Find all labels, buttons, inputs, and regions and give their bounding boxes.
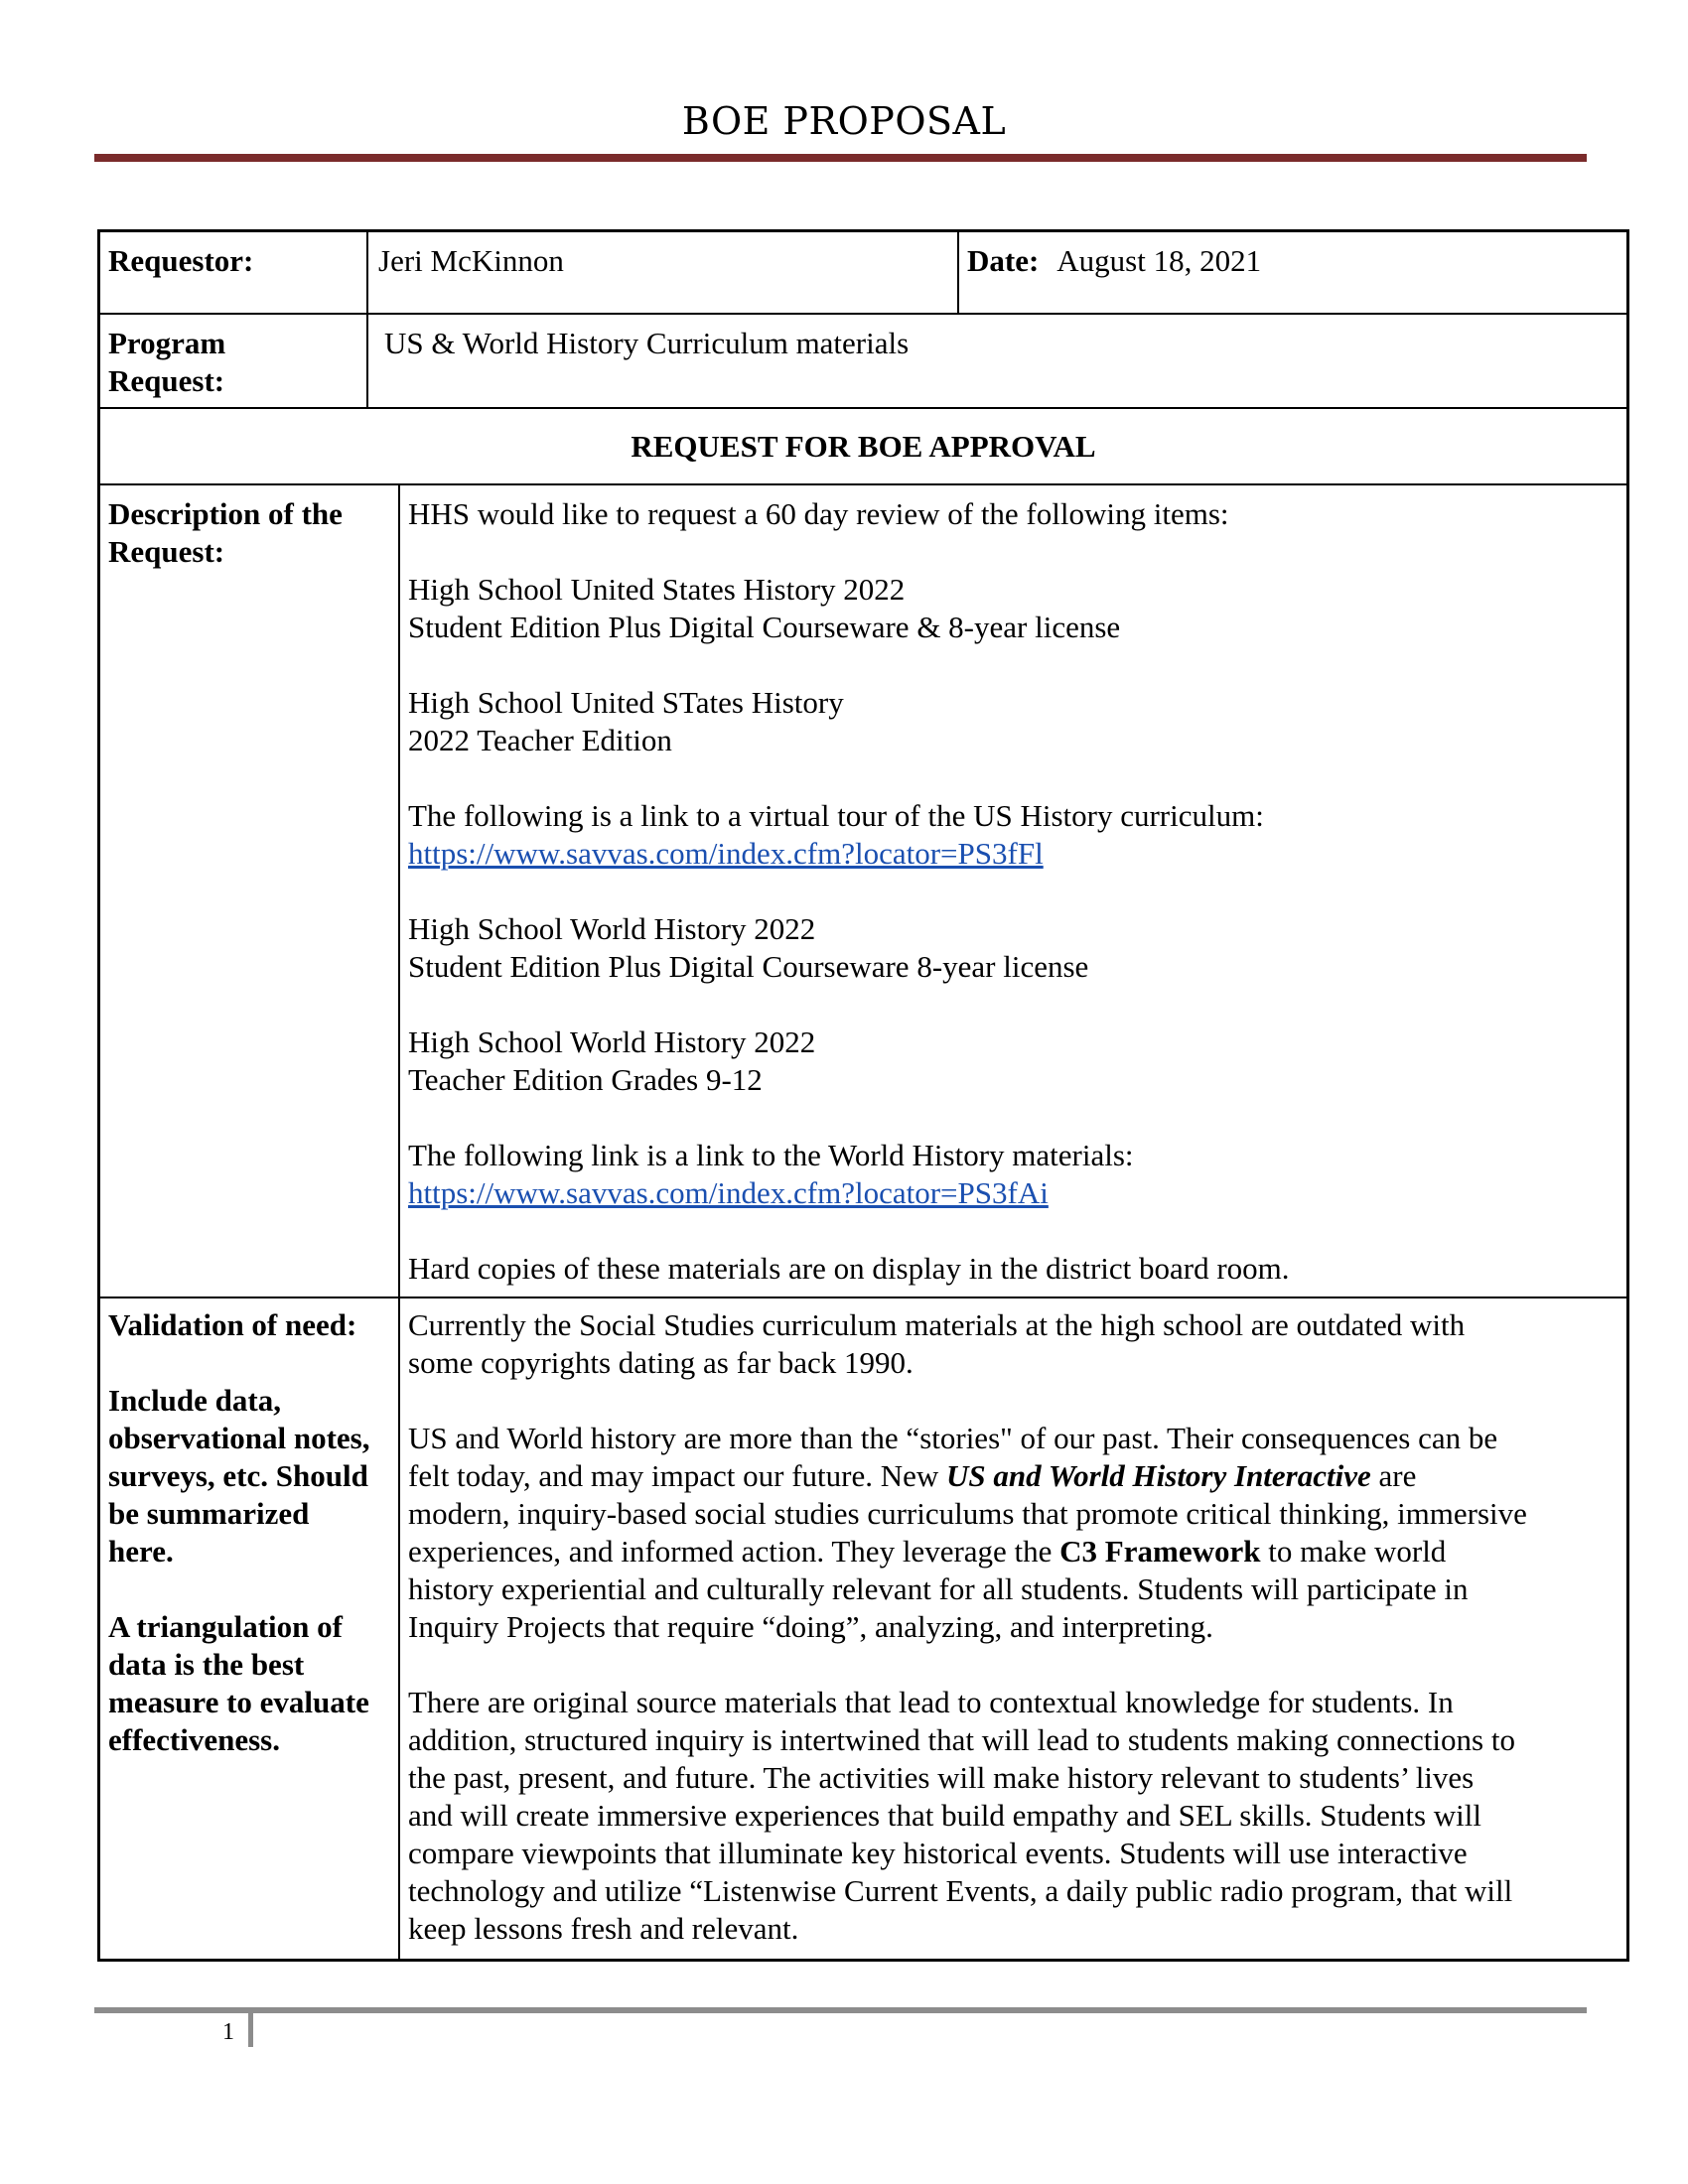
validation-content <box>400 1298 1626 1959</box>
proposal-form-table <box>97 229 1629 1962</box>
text-line: modern, inquiry-based social studies curriculums that promote critical thinking, immersive <box>408 1496 1527 1531</box>
program-label-line: Request: <box>108 363 225 398</box>
text-fragment: are <box>1370 1458 1417 1493</box>
validation-paragraph <box>408 1420 1618 1646</box>
description-label-line: Request: <box>108 534 225 569</box>
program-request-label <box>100 315 368 407</box>
validation-paragraph <box>408 1684 1618 1948</box>
text-line <box>408 1533 1618 1570</box>
description-link-block <box>408 797 1618 873</box>
text-line: Include data, <box>108 1383 281 1418</box>
description-item <box>408 684 1618 759</box>
program-request-row <box>100 315 1626 409</box>
date-cell <box>959 232 1626 313</box>
validation-title <box>108 1306 390 1344</box>
description-item <box>408 1024 1618 1099</box>
text-line <box>408 1457 1618 1495</box>
requestor-row <box>100 232 1626 315</box>
text-line: A triangulation of <box>108 1609 343 1644</box>
text-line: effectiveness. <box>108 1722 280 1757</box>
text-line: Currently the Social Studies curriculum materials at the high school are outdated with <box>408 1307 1466 1342</box>
date-label: Date: <box>967 243 1040 278</box>
date-value: August 18, 2021 <box>1056 243 1262 278</box>
text-line: be summarized <box>108 1496 310 1531</box>
requestor-label: Requestor: <box>100 232 368 313</box>
text-line: HHS would like to request a 60 day review of the following items: <box>408 496 1229 531</box>
page-title: BOE PROPOSAL <box>681 99 1007 143</box>
text-line: keep lessons fresh and relevant. <box>408 1911 799 1946</box>
text-line: surveys, etc. Should <box>108 1458 368 1493</box>
text-line: the past, present, and future. The activities will make history relevant to students’ lives <box>408 1760 1475 1795</box>
section-heading: REQUEST FOR BOE APPROVAL <box>631 429 1096 464</box>
world-history-link[interactable]: https://www.savvas.com/index.cfm?locator=PS3fAi <box>408 1175 1049 1210</box>
text-line: history experiential and culturally relevant for all students. Students will participate in <box>408 1571 1469 1606</box>
text-line: The following link is a link to the World History materials: <box>408 1138 1134 1172</box>
description-item <box>408 910 1618 986</box>
text-fragment: felt today, and may impact our future. New <box>408 1458 947 1493</box>
description-content <box>400 485 1626 1297</box>
text-line: measure to evaluate <box>108 1685 369 1719</box>
text-line: US and World history are more than the “stories" of our past. Their consequences can be <box>408 1421 1498 1455</box>
text-line: Teacher Edition Grades 9-12 <box>408 1062 763 1097</box>
validation-label <box>100 1298 400 1959</box>
text-line: High School World History 2022 <box>408 1024 816 1059</box>
text-line: observational notes, <box>108 1421 370 1455</box>
validation-instructions <box>108 1382 390 1570</box>
text-line: Validation of need: <box>108 1307 357 1342</box>
text-line: technology and utilize “Listenwise Current Events, a daily public radio program, that will <box>408 1873 1513 1908</box>
emphasized-title: US and World History Interactive <box>946 1458 1371 1493</box>
text-line: 2022 Teacher Edition <box>408 723 672 757</box>
page-number-separator <box>248 2013 253 2047</box>
text-fragment: to make world <box>1260 1534 1447 1569</box>
footer-divider <box>94 2007 1587 2013</box>
text-line: High School United States History 2022 <box>408 572 906 607</box>
description-item <box>408 571 1618 646</box>
title-divider <box>94 154 1587 162</box>
text-line: Inquiry Projects that require “doing”, analyzing, and interpreting. <box>408 1609 1213 1644</box>
text-line: High School United STates History <box>408 685 844 720</box>
validation-paragraph <box>408 1306 1618 1382</box>
bold-term: C3 Framework <box>1059 1534 1261 1569</box>
text-line: here. <box>108 1534 174 1569</box>
text-line: The following is a link to a virtual tour of the US History curriculum: <box>408 798 1264 833</box>
section-heading-row <box>100 409 1626 485</box>
text-line: Student Edition Plus Digital Courseware 8-year license <box>408 949 1089 984</box>
us-history-link[interactable]: https://www.savvas.com/index.cfm?locator=PS3fFl <box>408 836 1044 871</box>
description-row <box>100 485 1626 1298</box>
description-intro <box>408 495 1618 533</box>
validation-triangulation <box>108 1608 390 1759</box>
program-request-value: US & World History Curriculum materials <box>384 326 910 360</box>
text-line: compare viewpoints that illuminate key historical events. Students will use interactive <box>408 1836 1468 1870</box>
description-label <box>100 485 400 1297</box>
description-label-line: Description of the <box>108 496 343 531</box>
requestor-value: Jeri McKinnon <box>368 232 959 313</box>
text-line: Student Edition Plus Digital Courseware & 8-year license <box>408 610 1121 644</box>
text-line: and will create immersive experiences that build empathy and SEL skills. Students will <box>408 1798 1482 1833</box>
text-line: Hard copies of these materials are on display in the district board room. <box>408 1251 1290 1286</box>
page-number: 1 <box>222 2019 234 2045</box>
text-line: High School World History 2022 <box>408 911 816 946</box>
text-line: data is the best <box>108 1647 305 1682</box>
text-fragment: experiences, and informed action. They leverage the <box>408 1534 1060 1569</box>
text-line: addition, structured inquiry is intertwined that will lead to students making connections to <box>408 1722 1515 1757</box>
description-link-block <box>408 1137 1618 1212</box>
text-line: There are original source materials that lead to contextual knowledge for students. In <box>408 1685 1454 1719</box>
description-closing <box>408 1250 1618 1288</box>
validation-row <box>100 1298 1626 1959</box>
text-line: some copyrights dating as far back 1990. <box>408 1345 914 1380</box>
program-label-line: Program <box>108 326 226 360</box>
